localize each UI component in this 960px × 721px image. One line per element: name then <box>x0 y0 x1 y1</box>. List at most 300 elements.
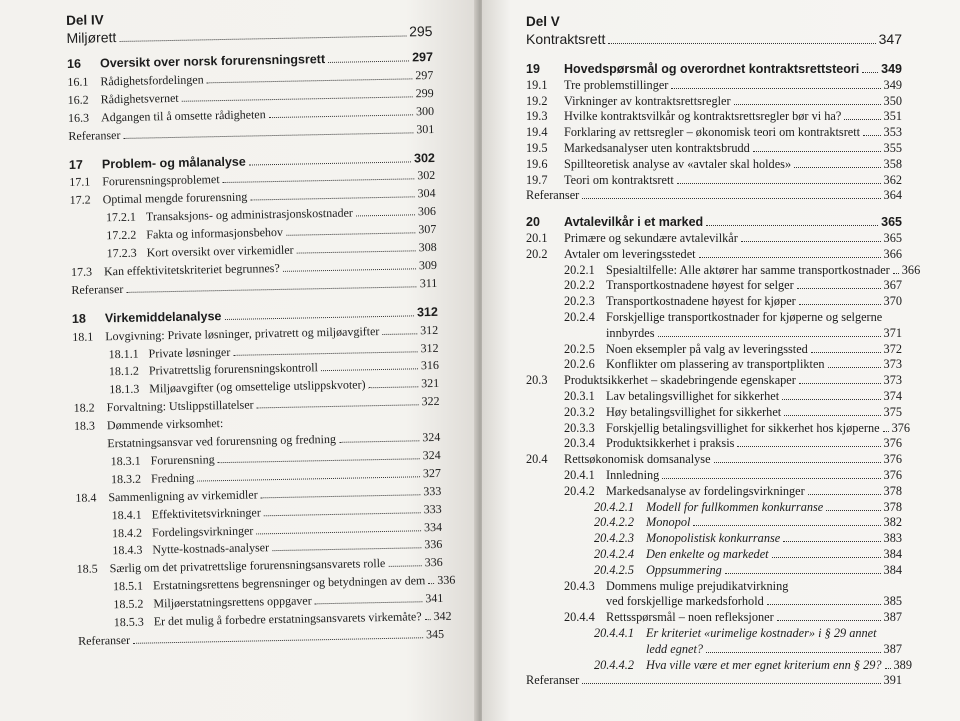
entry-page: 349 <box>883 77 902 92</box>
toc-entry <box>526 215 902 229</box>
entry-title: Transportkostnadene høyest for kjøper <box>606 294 796 309</box>
entry-title: Virkninger av kontraktsrettsregler <box>564 93 731 108</box>
entry-page: 365 <box>883 231 902 245</box>
part-title-line <box>526 31 902 47</box>
toc-entry <box>526 436 902 451</box>
entry-number: 20.3 <box>526 373 548 388</box>
part-label-text: Del V <box>526 14 560 29</box>
entry-number: 20 <box>526 215 540 230</box>
entry-page: 321 <box>421 376 440 391</box>
toc-entry <box>526 157 902 172</box>
toc-entry <box>526 294 902 309</box>
dot-leader <box>356 215 415 217</box>
entry-title: Monopolistisk konkurranse <box>646 531 781 546</box>
entry-number: 16 <box>66 56 82 71</box>
entry-page: 373 <box>883 357 902 372</box>
dot-leader <box>250 197 414 201</box>
entry-page: 311 <box>419 275 438 291</box>
entry-page: 316 <box>420 358 440 373</box>
entry-number: 18 <box>71 311 86 326</box>
toc-entry <box>69 150 435 171</box>
entry-title: Adgangen til å omsette rådigheten <box>100 106 266 125</box>
entry-title: Produktsikkerhet – skadebringende egenskaper <box>564 373 796 388</box>
entry-number: 20.3.2 <box>564 404 595 419</box>
entry-page: 364 <box>883 188 902 203</box>
entry-page: 387 <box>883 610 902 625</box>
entry-page: 370 <box>883 294 902 309</box>
entry-number: 18.4.1 <box>111 507 142 522</box>
entry-page: 376 <box>891 420 911 435</box>
toc-entry <box>526 626 902 641</box>
dot-leader <box>197 476 420 481</box>
entry-number: 18.3.1 <box>110 453 141 469</box>
entry-title: Referanser <box>526 188 580 203</box>
entry-title: Oversikt over norsk forurensningsrett <box>99 52 326 71</box>
entry-title: Dommens mulige prejudikatvirkning <box>606 578 789 593</box>
entry-title: Kan effektivitetskriteriet begrunnes? <box>103 260 280 279</box>
entry-page: 353 <box>883 125 902 140</box>
entry-page: 384 <box>883 547 902 561</box>
toc-entry <box>526 405 902 420</box>
dot-leader <box>862 72 878 73</box>
dot-leader <box>893 273 899 274</box>
entry-title: Høy betalingsvillighet for sikkerhet <box>606 404 782 419</box>
entry-title: Noen eksempler på valg av leveringssted <box>606 341 808 356</box>
dot-leader <box>388 566 421 568</box>
entry-title: Forskjellige transportkostnader for kjøperne og selgerne <box>606 310 883 324</box>
entry-page: 375 <box>883 404 902 419</box>
dot-leader <box>737 446 880 447</box>
entry-page: 297 <box>411 49 434 65</box>
dot-leader <box>799 383 881 384</box>
entry-page: 336 <box>424 555 443 570</box>
entry-page: 366 <box>901 262 921 277</box>
entry-number: 18.2 <box>73 400 95 416</box>
entry-title: Fredning <box>150 470 195 486</box>
dot-leader <box>123 132 413 139</box>
entry-number: 20.4.2 <box>564 483 595 498</box>
entry-page: 373 <box>883 373 902 388</box>
entry-page: 312 <box>416 304 438 320</box>
toc-entry <box>526 610 902 625</box>
dot-leader <box>261 494 421 498</box>
dot-leader <box>339 440 419 443</box>
entry-number: 17.1 <box>69 174 91 190</box>
entry-title: Kort oversikt over virkemidler <box>146 242 294 260</box>
dot-leader <box>223 179 415 184</box>
entry-page: 376 <box>883 452 902 467</box>
entry-title: Effektivitetsvirkninger <box>151 504 261 522</box>
dot-leader <box>799 304 881 305</box>
dot-leader <box>126 286 416 293</box>
entry-number: 17 <box>68 157 84 172</box>
toc-entry <box>72 305 438 326</box>
dot-leader <box>119 35 406 42</box>
entry-title: Primære og sekundære avtalevilkår <box>564 231 738 245</box>
entry-number: 19.4 <box>526 125 548 140</box>
toc-entry <box>526 342 902 357</box>
entry-page: 358 <box>883 156 902 171</box>
entry-page: 333 <box>423 501 442 516</box>
entry-number: 20.1 <box>526 231 548 245</box>
dot-leader <box>382 333 417 335</box>
entry-title: Referanser <box>68 127 121 143</box>
entry-title: Referanser <box>77 632 131 648</box>
entry-page: 301 <box>416 121 435 136</box>
dot-leader <box>734 104 881 105</box>
entry-title: Tre problemstillinger <box>564 77 669 92</box>
dot-leader <box>582 198 880 199</box>
entry-number: 20.4.2.5 <box>594 562 634 577</box>
entry-page: 307 <box>418 222 437 237</box>
left-page <box>0 0 478 721</box>
dot-leader <box>658 336 881 337</box>
dot-leader <box>662 478 880 479</box>
entry-title: Forurensningsproblemet <box>102 172 220 189</box>
entry-page: 324 <box>422 429 441 445</box>
entry-number: 20.3.3 <box>564 420 595 435</box>
entry-title: Er kriteriet «urimelige kostnader» i § 29 annet <box>646 626 877 640</box>
entry-page: 312 <box>420 340 439 355</box>
entry-page: 367 <box>883 278 902 293</box>
toc-entry <box>526 515 902 530</box>
toc-entry <box>526 642 902 657</box>
toc-entry <box>526 484 902 499</box>
toc-entry <box>526 125 902 140</box>
dot-leader <box>777 620 881 621</box>
entry-title: Erstatningsansvar ved forurensning og fredning <box>107 431 337 451</box>
toc-entry <box>526 262 921 278</box>
entry-title: Transaksjons- og administrasjonskostnader <box>145 205 353 224</box>
dot-leader <box>753 151 881 152</box>
entry-title: ledd egnet? <box>646 641 704 656</box>
entry-page: 350 <box>883 93 902 108</box>
entry-page: 308 <box>418 239 437 255</box>
entry-page: 378 <box>883 483 902 498</box>
entry-number: 18.4.3 <box>112 543 143 558</box>
entry-title: Forvaltning: Utslippstillatelser <box>106 397 254 415</box>
toc-entry <box>68 122 434 144</box>
entry-number: 20.3.1 <box>564 389 595 403</box>
entry-title: Rådighetsfordelingen <box>100 72 204 89</box>
entry-page: 306 <box>417 204 437 219</box>
entry-title: Dømmende virksomhet: <box>106 416 224 433</box>
entry-title: Avtaler om leveringsstedet <box>564 246 696 261</box>
entry-title: Hva ville være et mer egnet kriterium enn § 29? <box>646 657 882 672</box>
entry-page: 383 <box>883 531 902 546</box>
entry-title: Sammenligning av virkemidler <box>108 487 258 504</box>
dot-leader <box>256 530 421 534</box>
toc-entry <box>526 278 902 293</box>
entry-title: Spesialtilfelle: Alle aktører har samme transportkostnader <box>606 262 890 277</box>
entry-title: Er det mulig å forbedre erstatningsansvarets virkemåte? <box>153 609 422 629</box>
toc-entry <box>526 173 902 188</box>
entry-page: 378 <box>883 499 902 514</box>
entry-number: 20.2.5 <box>564 341 595 356</box>
entry-number: 20.2.6 <box>564 357 595 372</box>
dot-leader <box>844 119 880 120</box>
entry-page: 374 <box>883 389 902 403</box>
dot-leader <box>885 668 891 669</box>
entry-page: 345 <box>425 626 445 642</box>
entry-title: Lav betalingsvillighet for sikkerhet <box>606 389 780 403</box>
entry-number: 20.2 <box>526 246 548 261</box>
entry-title: Miljøavgifter (og omsettelige utslippskvoter) <box>149 377 366 396</box>
entry-page: 334 <box>423 519 443 534</box>
entry-number: 19.2 <box>526 93 548 108</box>
dot-leader <box>369 387 419 389</box>
entry-number: 16.1 <box>67 74 89 89</box>
entry-page: 302 <box>413 150 436 165</box>
entry-number: 20.2.2 <box>564 278 595 293</box>
entry-page: 322 <box>421 394 440 409</box>
entry-title: Private løsninger <box>148 344 231 360</box>
dot-leader <box>297 250 416 253</box>
entry-title: Problem- og målanalyse <box>101 154 246 171</box>
entry-title: Referanser <box>71 281 124 297</box>
toc-entry <box>526 594 902 609</box>
entry-title: Modell for fullkommen konkurranse <box>646 499 824 514</box>
dot-leader <box>677 183 881 184</box>
toc-entry <box>526 468 902 483</box>
entry-title: Oppsummering <box>646 562 722 577</box>
dot-leader <box>863 135 880 136</box>
toc-entry <box>526 373 902 388</box>
entry-number: 20.4.3 <box>564 578 595 593</box>
entry-page: 299 <box>415 85 434 101</box>
dot-leader <box>782 399 880 400</box>
entry-page: 336 <box>424 537 443 552</box>
entry-title: Fordelingsvirkninger <box>151 523 254 539</box>
entry-page: 302 <box>417 168 436 183</box>
entry-title: Privatrettslig forurensningskontroll <box>148 360 319 378</box>
dot-leader <box>699 257 881 258</box>
dot-leader <box>693 525 880 526</box>
part-label <box>526 14 902 29</box>
dot-leader <box>425 619 431 620</box>
entry-page: 351 <box>883 109 902 124</box>
entry-title: Den enkelte og markedet <box>646 547 769 561</box>
entry-page: 391 <box>883 673 902 688</box>
entry-number: 19.7 <box>526 172 548 187</box>
part-title: Miljørett <box>66 29 117 46</box>
dot-leader <box>207 78 413 83</box>
entry-number: 18.5.2 <box>113 596 144 612</box>
entry-title: Innledning <box>606 468 660 482</box>
entry-number: 20.4.4.2 <box>594 657 634 672</box>
dot-leader <box>797 288 881 289</box>
entry-title: Forskjellig betalingsvillighet for sikkerhet hos kjøperne <box>606 420 880 435</box>
toc-entry <box>526 310 902 325</box>
dot-leader <box>714 462 881 463</box>
entry-number: 20.4.2.1 <box>594 499 634 514</box>
entry-number: 20.4.1 <box>564 468 595 482</box>
dot-leader <box>224 315 414 320</box>
entry-number: 20.4.2.4 <box>594 547 634 561</box>
entry-number: 19.5 <box>526 141 548 155</box>
entry-page: 309 <box>418 257 438 273</box>
entry-title: Optimal mengde forurensning <box>102 189 248 207</box>
toc-entry <box>526 109 902 124</box>
entry-number: 18.3 <box>73 418 96 434</box>
dot-leader <box>286 232 415 235</box>
toc-entry <box>526 94 902 109</box>
toc-entry <box>526 547 902 562</box>
dot-leader <box>811 352 881 353</box>
entry-title: Konflikter om plassering av transportplikten <box>606 357 825 372</box>
entry-page: 312 <box>420 322 439 337</box>
entry-title: Erstatningsrettens begrensninger og betydningen av dem <box>152 573 426 593</box>
entry-title: Lovgivning: Private løsninger, privatrett og miljøavgifter <box>105 323 380 343</box>
dot-leader <box>794 167 880 168</box>
entry-page: 362 <box>883 172 902 187</box>
toc-entry <box>526 657 912 673</box>
left-toc <box>66 3 456 648</box>
entry-number: 17.2 <box>69 192 91 208</box>
entry-page: 376 <box>883 436 902 451</box>
dot-leader <box>218 458 420 463</box>
toc-entry <box>67 50 433 71</box>
entry-number: 19.3 <box>526 109 548 124</box>
entry-title: Spillteoretisk analyse av «avtaler skal holdes» <box>564 156 792 171</box>
entry-number: 20.2.1 <box>564 262 595 277</box>
dot-leader <box>321 369 418 372</box>
entry-title: Rettsspørsmål – noen refleksjoner <box>606 610 774 625</box>
entry-page: 341 <box>425 590 444 606</box>
entry-title: Forurensning <box>150 452 215 468</box>
part-page: 347 <box>878 31 902 47</box>
entry-title: Fakta og informasjonsbehov <box>146 224 284 242</box>
entry-page: 327 <box>422 465 442 481</box>
dot-leader <box>883 431 889 432</box>
dot-leader <box>133 637 423 644</box>
toc-entry <box>526 579 902 594</box>
entry-number: 20.4 <box>526 452 548 467</box>
entry-number: 18.5.1 <box>112 578 144 594</box>
entry-title: Særlig om det privatrettslige forurensningsansvarets rolle <box>109 556 386 576</box>
toc-entry <box>526 62 902 76</box>
entry-number: 18.4 <box>75 490 97 505</box>
entry-number: 20.2.3 <box>564 294 595 309</box>
entry-title: Nytte-kostnads-analyser <box>152 540 270 557</box>
entry-title: Referanser <box>526 673 580 688</box>
toc-entry <box>526 500 902 515</box>
part-page: 295 <box>408 22 433 40</box>
entry-page: 385 <box>883 594 902 609</box>
entry-page: 342 <box>433 608 452 624</box>
entry-number: 20.2.4 <box>564 310 595 324</box>
dot-leader <box>233 351 417 356</box>
dot-leader <box>428 583 434 584</box>
entry-title: Rettsøkonomisk domsanalyse <box>564 452 711 467</box>
entry-number: 16.2 <box>67 92 89 107</box>
dot-leader <box>249 161 411 165</box>
dot-leader <box>767 604 881 605</box>
toc-entry <box>526 188 902 203</box>
toc-entry <box>526 326 902 341</box>
entry-number: 18.1.2 <box>108 364 140 379</box>
toc-entry <box>526 231 902 246</box>
entry-number: 17.2.2 <box>106 227 137 243</box>
toc-entry <box>526 247 902 262</box>
entry-page: 387 <box>883 641 902 656</box>
entry-title: Forklaring av rettsregler – økonomisk teori om kontraktsrett <box>564 125 861 140</box>
dot-leader <box>328 60 409 63</box>
entry-number: 20.4.2.2 <box>594 515 634 530</box>
entry-title: Teori om kontraktsrett <box>564 172 674 187</box>
entry-page: 300 <box>415 103 435 118</box>
entry-title: Markedsanalyse av fordelingsvirkninger <box>606 483 805 498</box>
dot-leader <box>706 652 881 653</box>
toc-entry <box>526 420 911 436</box>
entry-page: 389 <box>893 657 912 672</box>
entry-title: Avtalevilkår i et marked <box>564 215 704 230</box>
entry-number: 20.4.2.3 <box>594 531 634 546</box>
entry-page: 384 <box>883 562 902 577</box>
entry-number: 17.3 <box>70 264 93 279</box>
entry-title: Miljøerstatningsrettens oppgaver <box>153 593 312 611</box>
dot-leader <box>315 601 423 604</box>
entry-number: 19 <box>526 62 540 76</box>
entry-page: 336 <box>437 572 456 588</box>
entry-title: Markedsanalyser uten kontraktsbrudd <box>564 141 750 155</box>
entry-page: 324 <box>422 447 441 463</box>
entry-page: 304 <box>417 186 436 201</box>
entry-number: 20.4.4.1 <box>594 626 634 640</box>
entry-number: 18.3.2 <box>110 471 142 487</box>
entry-page: 366 <box>883 246 902 261</box>
toc-entry <box>526 357 902 372</box>
entry-page: 376 <box>883 468 902 482</box>
entry-number: 20.4.4 <box>564 610 595 625</box>
entry-title: Hovedspørsmål og overordnet kontraktsrettsteori <box>564 62 860 76</box>
dot-leader <box>257 404 419 408</box>
toc-entry <box>78 627 444 649</box>
dot-leader <box>671 88 880 89</box>
entry-number: 18.1.3 <box>109 381 140 397</box>
toc-entry <box>526 563 902 578</box>
dot-leader <box>706 225 878 226</box>
toc-entry <box>526 452 902 467</box>
entry-page: 382 <box>883 515 902 530</box>
entry-number: 17.2.1 <box>105 209 137 225</box>
toc-entry <box>71 276 437 298</box>
entry-title: Rådighetsvernet <box>100 90 179 107</box>
toc-entry <box>526 389 902 404</box>
dot-leader <box>808 494 881 495</box>
entry-number: 19.6 <box>526 156 548 171</box>
entry-page: 355 <box>883 141 902 155</box>
dot-leader <box>272 548 421 552</box>
entry-number: 18.5.3 <box>113 614 144 630</box>
dot-leader <box>264 512 421 516</box>
entry-number: 18.5 <box>76 561 98 577</box>
entry-number: 19.1 <box>526 77 548 92</box>
entry-number: 18.1 <box>72 329 94 344</box>
entry-page: 297 <box>415 67 434 83</box>
entry-number: 18.1.1 <box>108 346 139 361</box>
entry-number: 18.4.2 <box>111 525 143 540</box>
dot-leader <box>741 241 881 242</box>
entry-title: Transportkostnadene høyest for selger <box>606 278 794 293</box>
entry-title: ved forskjellige markedsforhold <box>606 594 764 609</box>
entry-title: innbyrdes <box>606 325 655 340</box>
dot-leader <box>784 415 880 416</box>
part-title: Kontraktsrett <box>526 31 606 47</box>
entry-page: 349 <box>881 62 902 76</box>
entry-page: 365 <box>881 215 902 230</box>
dot-leader <box>582 683 880 684</box>
